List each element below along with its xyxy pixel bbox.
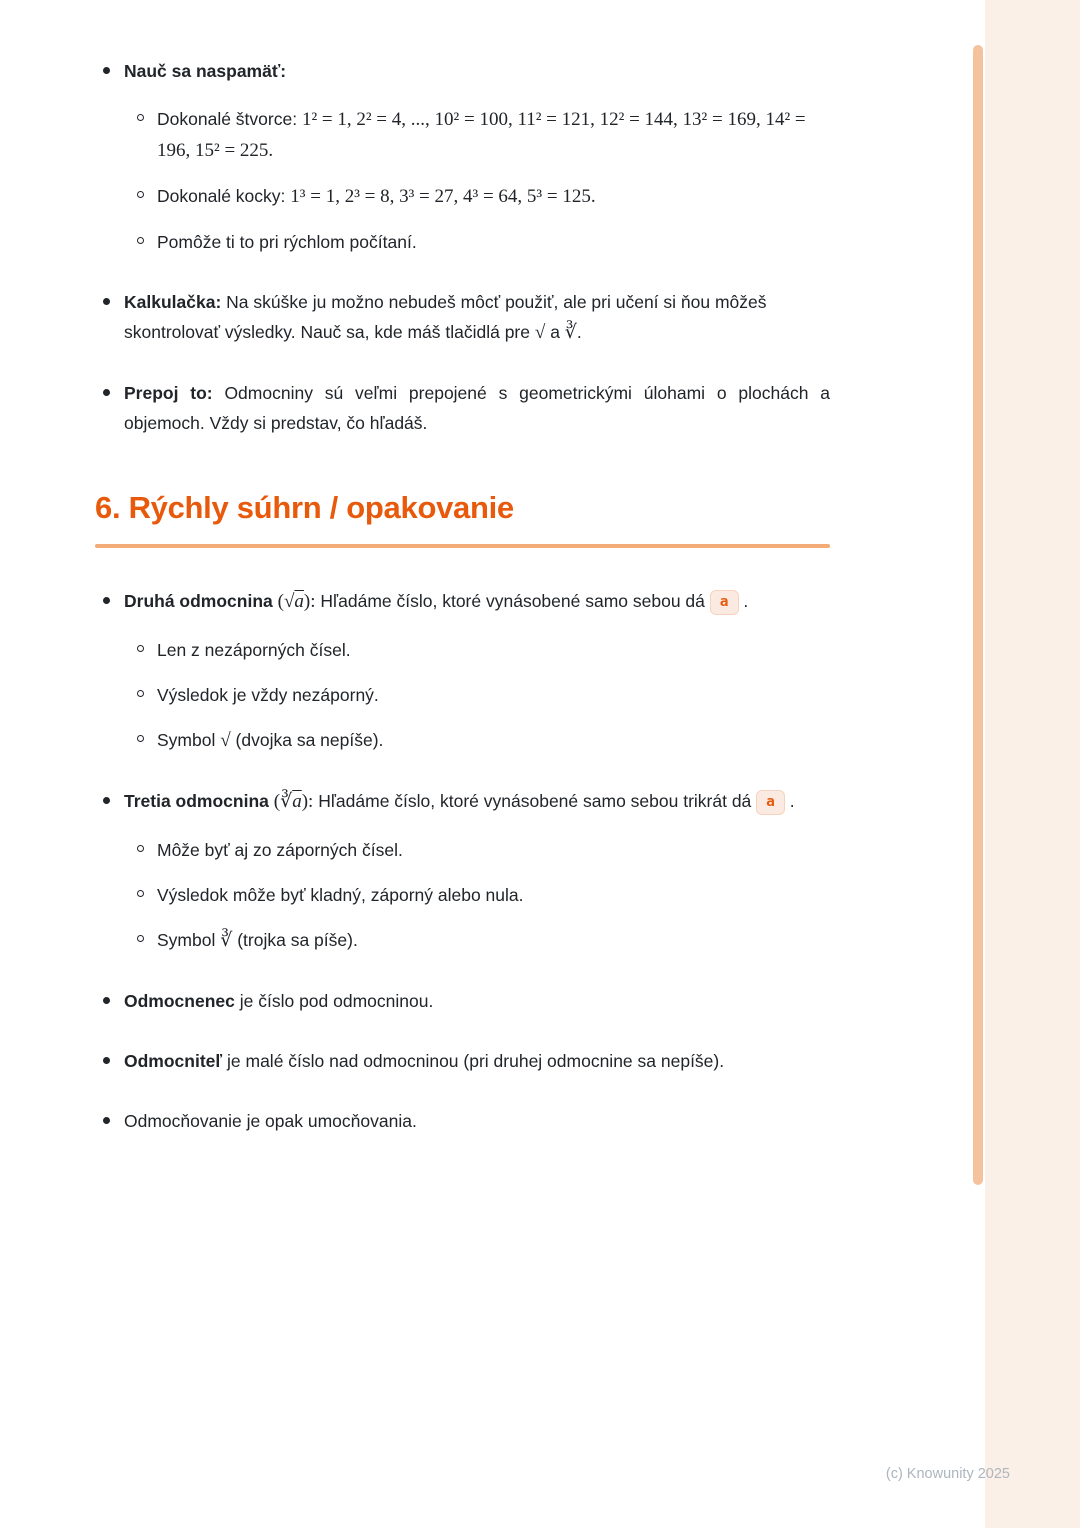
symbol-pre-text: Symbol [157,730,216,750]
radicand-letter: a [294,591,304,612]
bullet-icon [103,389,110,396]
connect-text: Odmocniny sú veľmi prepojené s geometrickými úlohami o plochách a objemoch. Vždy si predstav, čo hľadáš. [124,383,830,433]
sub-item [124,680,830,710]
sub-item [124,635,830,665]
connect-label: Prepoj to: [124,383,213,403]
period-text: . [743,591,749,611]
inverse-definition [124,1106,830,1136]
radical-symbol: ∛ [220,930,233,951]
circle-bullet-icon [137,845,144,852]
bullet-icon [103,997,110,1004]
sub-item-symbol [124,725,830,756]
helps-text: Pomôže ti to pri rýchlom počítaní. [157,232,417,252]
sub-item-perfect-squares [124,104,830,166]
cubes-formula: 1³ = 1, 2³ = 8, 3³ = 27, 4³ = 64, 5³ = 125. [290,186,596,207]
radical-symbol: √ [283,591,295,612]
circle-bullet-icon [137,890,144,897]
paren-close: ): [303,591,316,612]
circle-bullet-icon [137,935,144,942]
sub-item-helps-fast-calc [124,227,830,257]
inverse-text: Odmocňovanie je opak umocňovania. [124,1111,417,1131]
memorize-sublist [124,104,830,257]
list-item-cube-root [95,786,830,956]
bullet-icon [103,1117,110,1124]
memorize-heading [124,56,830,86]
sub-item [124,880,830,910]
paren-open: ( [273,791,281,812]
conjunction-text: a [550,322,560,342]
list-item-index-def [95,1046,830,1076]
circle-bullet-icon [137,191,144,198]
bullet-icon [103,597,110,604]
copyright-footer: (c) Knowunity 2025 [885,1466,1010,1482]
index-label: Odmocniteľ [124,1051,223,1071]
sub-item-perfect-cubes [124,181,830,212]
radical-symbol: ∛ [280,791,293,812]
bullet-icon [103,1057,110,1064]
connect-paragraph [124,378,830,438]
sub-item-text [157,104,830,166]
list-item-inverse-def [95,1106,830,1136]
list-item-radicand-def [95,986,830,1016]
calculator-label: Kalkulačka: [124,292,222,312]
inline-code-badge: a [710,590,739,615]
sub-item [124,835,830,865]
study-tips-list [95,56,830,438]
sqrt-symbol: √ [534,322,546,343]
list-item-square-root [95,586,830,756]
sub-item-text [157,181,596,212]
circle-bullet-icon [137,690,144,697]
symbol-post-text: (dvojka sa nepíše). [235,730,384,750]
square-root-notation [278,591,316,612]
circle-bullet-icon [137,237,144,244]
symbol-pre-text: Symbol [157,930,216,950]
circle-bullet-icon [137,735,144,742]
bullet-icon [103,298,110,305]
section-heading: 6. Rýchly súhrn / opakovanie [95,490,514,525]
cubes-prefix: Dokonalé kocky: [157,186,286,206]
sub-item-text: Len z nezáporných čísel. [157,640,351,660]
sub-item-text: Výsledok môže byť kladný, záporný alebo nula. [157,885,524,905]
radicand-text: je číslo pod odmocninou. [239,991,434,1011]
radicand-label: Odmocnenec [124,991,235,1011]
cube-root-label: Tretia odmocnina [124,791,269,811]
radicand-letter: $\overline{a}$ [292,791,302,812]
circle-bullet-icon [137,114,144,121]
radical-symbol: √ [220,730,231,751]
period-text: . [576,322,582,342]
cbrt-symbol: ∛ [564,322,577,343]
squares-prefix: Dokonalé štvorce: [157,109,298,129]
cube-root-sublist [124,835,830,956]
list-item-memorize [95,56,830,257]
square-root-text: Hľadáme číslo, ktoré vynásobené samo sebou dá [320,591,705,611]
square-root-sublist [124,635,830,756]
symbol-post-text: (trojka sa píše). [237,930,358,950]
bullet-icon [103,797,110,804]
sub-item-text: Výsledok je vždy nezáporný. [157,685,379,705]
cube-root-definition [124,786,830,817]
section-divider [95,544,830,548]
sub-item-text: Môže byť aj zo záporných čísel. [157,840,403,860]
summary-list [95,586,830,1136]
memorize-label: Nauč sa naspamäť: [124,61,287,81]
calculator-text: Na skúške ju možno nebudeš môcť použiť, ale pri učení si ňou môžeš skontrolovať výsledky. Nauč sa, kde máš tlačidlá pre [124,292,767,342]
circle-bullet-icon [137,645,144,652]
calculator-paragraph [124,287,830,348]
bullet-icon [103,67,110,74]
inline-code-badge: a [756,790,785,815]
index-definition [124,1046,830,1076]
period-text: . [789,791,795,811]
square-root-definition [124,586,830,617]
list-item-connect [95,378,830,438]
sub-item-symbol [124,925,830,956]
cube-root-notation [274,791,314,812]
squares-formula: 1² = 1, 2² = 4, ..., 10² = 100, 11² = 121, 12² = 144, 13² = 169, 14² = 196, 15² = 225. [157,109,806,161]
square-root-label: Druhá odmocnina [124,591,273,611]
radicand-definition [124,986,830,1016]
index-text: je malé číslo nad odmocninou (pri druhej odmocnine sa nepíše). [227,1051,725,1071]
sub-item-text [157,227,417,257]
paren-close: ): [301,791,314,812]
list-item-calculator [95,287,830,348]
cube-root-text: Hľadáme číslo, ktoré vynásobené samo sebou trikrát dá [318,791,752,811]
paren-open: ( [277,591,284,612]
